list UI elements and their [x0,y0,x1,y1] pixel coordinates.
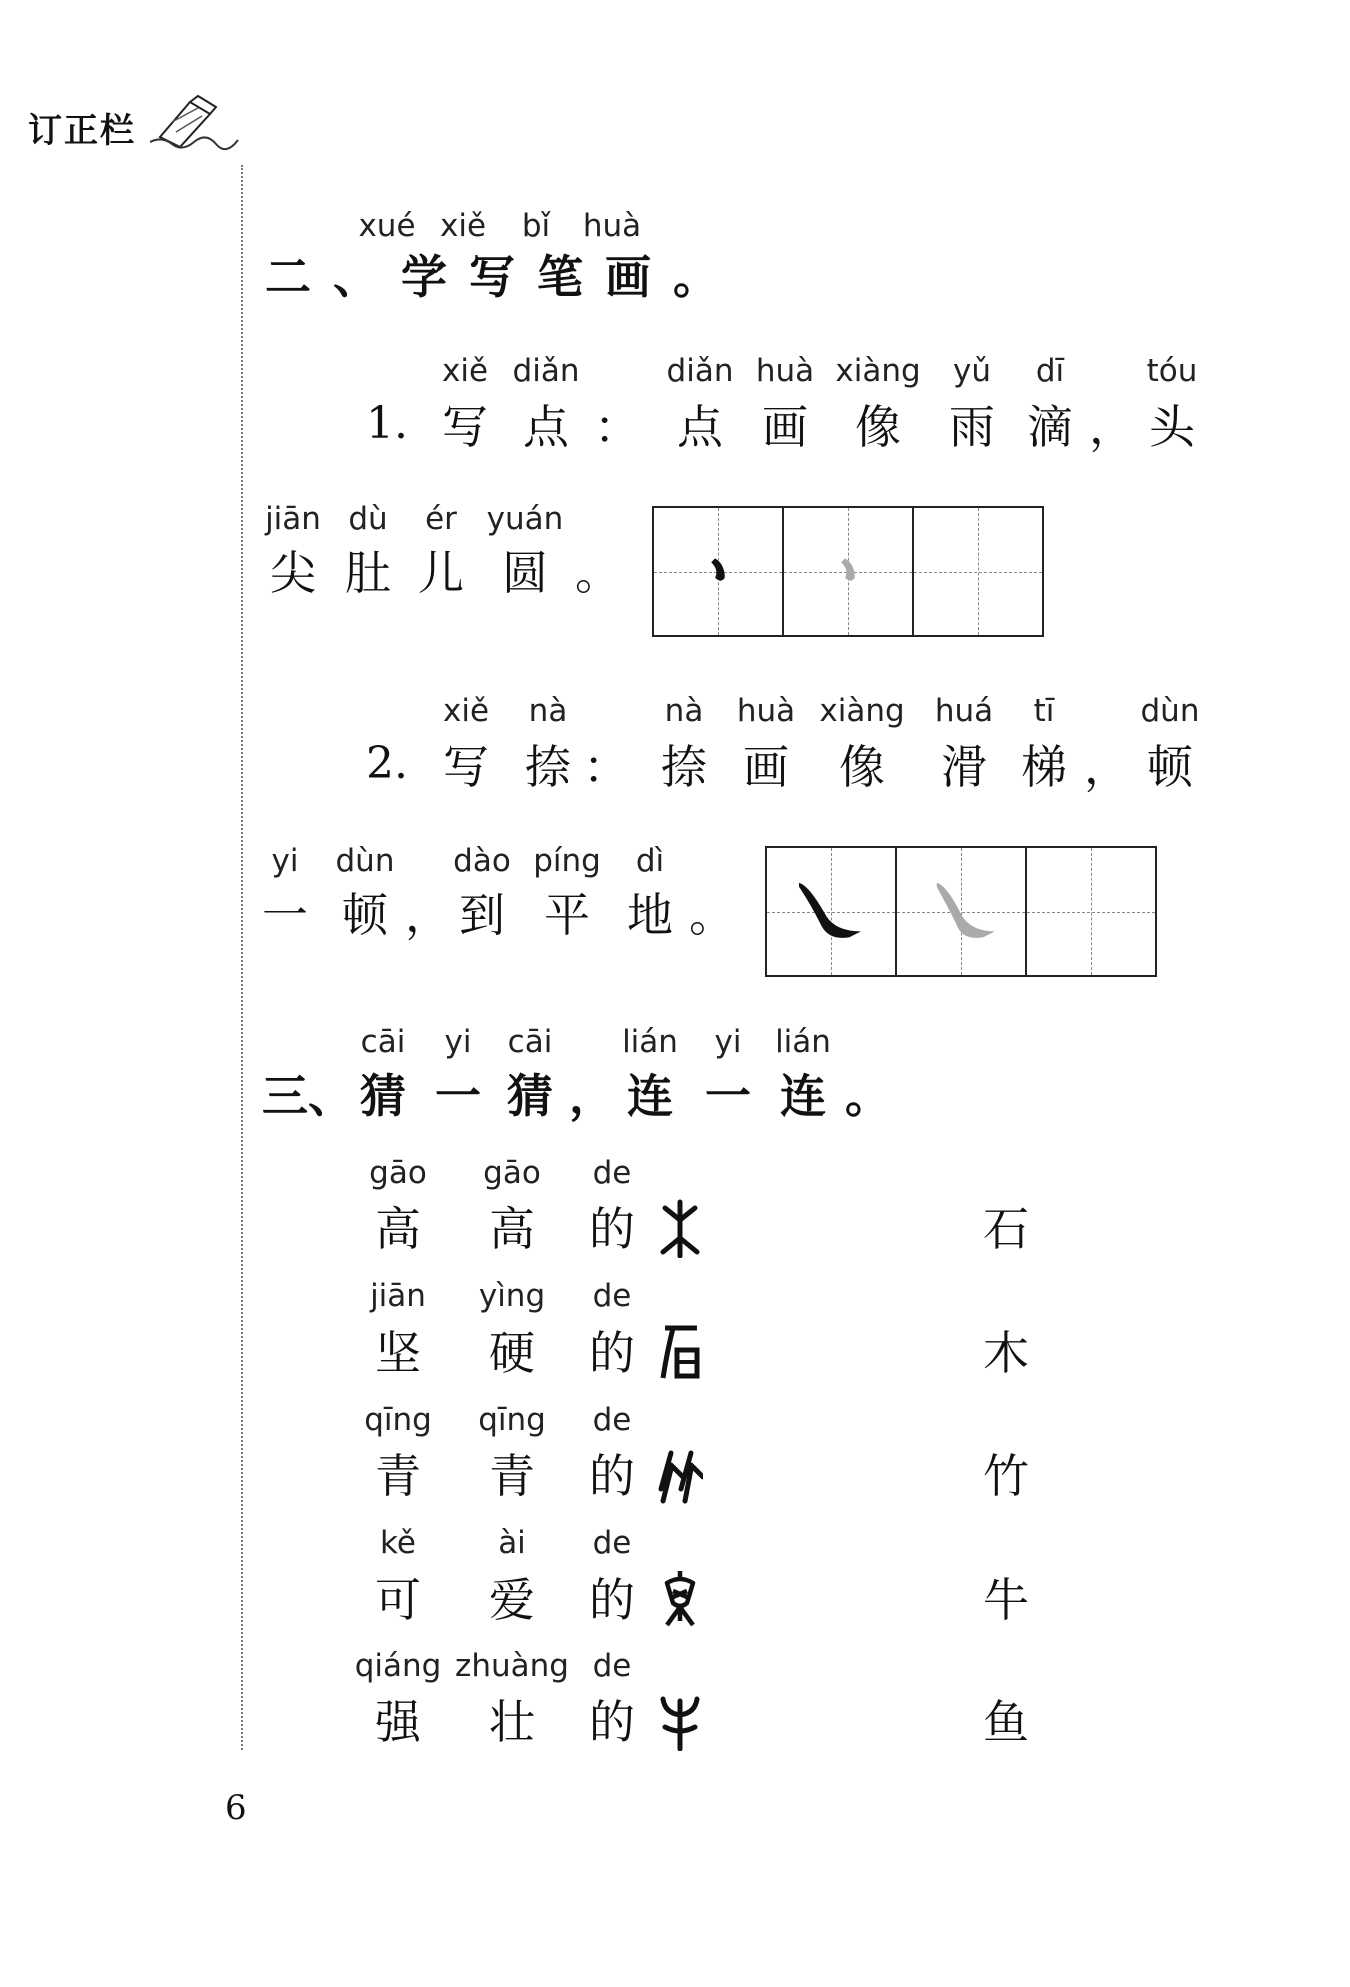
pinyin: nà [664,693,704,729]
hanzi: 青 [489,1449,535,1503]
dot-stroke-icon [654,508,782,635]
hanzi: 顿 [1147,740,1193,794]
hanzi: 可 [375,1573,421,1627]
ancient-bamboo-icon[interactable] [657,1445,703,1505]
hanzi: 。 [845,1069,891,1123]
hanzi: 的 [589,1573,635,1627]
hanzi: 儿 [418,546,464,600]
pinyin: huà [736,693,796,729]
section2-pinyin: huà [582,208,642,244]
hanzi: 像 [839,740,885,794]
hanzi: 圆 [502,546,548,600]
hanzi: 青 [375,1449,421,1503]
dot-stroke-trace-icon [784,508,912,635]
hanzi: 雨 [949,400,995,454]
grid-cell-example [767,848,897,975]
hanzi: 的 [589,1326,635,1380]
ancient-stone-icon[interactable] [657,1322,703,1382]
pinyin: dùn [335,843,395,879]
hanzi: 一 [262,888,308,942]
grid-cell-example [654,508,784,635]
hanzi: 。 [689,888,735,942]
pinyin: lián [775,1024,831,1060]
pinyin: gāo [369,1155,427,1191]
pinyin: kě [380,1525,416,1561]
section2-title: 二、学写笔画。 [265,250,741,304]
pinyin: de [592,1402,632,1438]
pencil-eraser-icon [150,92,240,152]
stroke-practice-grid-dot [652,506,1044,637]
hanzi: 画 [762,400,808,454]
hanzi: 的 [589,1202,635,1256]
pinyin: dùn [1140,693,1200,729]
ancient-fish-icon[interactable] [657,1569,703,1629]
pinyin: dù [348,501,388,537]
pinyin: yi [444,1024,472,1060]
hanzi: ， [405,888,451,942]
pinyin: ér [425,501,457,537]
hanzi: 写 [443,740,489,794]
hanzi: 尖 [270,546,316,600]
pinyin: yìng [478,1278,546,1314]
answer-character[interactable]: 木 [983,1326,1029,1380]
pinyin: nà [528,693,568,729]
hanzi: 一 [705,1069,751,1123]
hanzi: 连 [780,1069,826,1123]
hanzi: 顿 [342,888,388,942]
hanzi: 头 [1149,400,1195,454]
pinyin: lián [622,1024,678,1060]
pinyin: de [592,1648,632,1684]
ancient-ox-icon[interactable] [657,1691,703,1751]
pinyin: cāi [360,1024,406,1060]
pinyin: huà [755,353,815,389]
page-number: 6 [225,1788,247,1828]
hanzi: 画 [743,740,789,794]
hanzi: 。 [575,546,621,600]
answer-character[interactable]: 石 [983,1202,1029,1256]
pinyin: jiān [370,1278,426,1314]
grid-cell-trace[interactable] [897,848,1027,975]
hanzi: 平 [544,888,590,942]
stroke-practice-grid-na [765,846,1157,977]
hanzi: 地 [627,888,673,942]
answer-character[interactable]: 鱼 [983,1695,1029,1749]
ancient-tree-icon[interactable] [657,1198,703,1258]
hanzi: 壮 [489,1695,535,1749]
hanzi: 滑 [941,740,987,794]
pinyin: de [592,1278,632,1314]
hanzi: ： [583,740,629,794]
pinyin: dì [635,843,665,879]
answer-character[interactable]: 牛 [983,1573,1029,1627]
hanzi: 一 [435,1069,481,1123]
pinyin: xiàng [819,693,905,729]
hanzi: 猜 [507,1069,553,1123]
correction-column-title: 订正栏 [28,111,136,151]
section2-pinyin: xiě [439,208,487,244]
hanzi: 梯 [1021,740,1067,794]
hanzi: 高 [375,1202,421,1256]
pinyin: tī [1033,693,1055,729]
hanzi: 硬 [489,1326,535,1380]
hanzi: 捺 [661,740,707,794]
item2-number: 2. [366,738,408,789]
pinyin: xiě [442,693,490,729]
grid-cell-blank[interactable] [914,508,1042,635]
pinyin: jiān [265,501,321,537]
pinyin: gāo [483,1155,541,1191]
hanzi: ， [1084,740,1130,794]
na-stroke-icon [767,848,895,975]
answer-character[interactable]: 竹 [983,1449,1029,1503]
hanzi: 强 [375,1695,421,1749]
grid-cell-blank[interactable] [1027,848,1155,975]
hanzi: 点 [523,400,569,454]
hanzi: 连 [627,1069,673,1123]
pinyin: tóu [1146,353,1198,389]
pinyin: ài [498,1525,526,1561]
pinyin: zhuàng [455,1648,569,1684]
pinyin: yǔ [953,353,991,389]
hanzi: 爱 [489,1573,535,1627]
pinyin: píng [533,843,601,879]
hanzi: 肚 [345,546,391,600]
pinyin: dào [453,843,511,879]
hanzi: 写 [442,400,488,454]
pinyin: qīng [478,1402,546,1438]
hanzi: 滴 [1027,400,1073,454]
hanzi: 高 [489,1202,535,1256]
hanzi: 猜 [360,1069,406,1123]
hanzi: 三、 [262,1069,354,1123]
pinyin: huá [934,693,994,729]
hanzi: ， [1089,400,1135,454]
pinyin: de [592,1155,632,1191]
pinyin: xiě [441,353,489,389]
hanzi: 的 [589,1449,635,1503]
hanzi: 捺 [525,740,571,794]
hanzi: 坚 [375,1326,421,1380]
hanzi: 像 [855,400,901,454]
pinyin: dī [1035,353,1065,389]
grid-cell-trace[interactable] [784,508,914,635]
section2-pinyin: bǐ [521,208,551,244]
pinyin: diǎn [666,353,734,389]
pinyin: yuán [486,501,564,537]
pinyin: qiáng [354,1648,442,1684]
hanzi: ： [594,400,640,454]
hanzi: 点 [677,400,723,454]
margin-dotted-line [241,165,243,1750]
na-stroke-trace-icon [897,848,1025,975]
pinyin: qīng [364,1402,432,1438]
item1-number: 1. [366,398,408,449]
hanzi: 到 [459,888,505,942]
pinyin: cāi [507,1024,553,1060]
pinyin: yi [714,1024,742,1060]
pinyin: diǎn [512,353,580,389]
hanzi: 的 [589,1695,635,1749]
hanzi: ， [569,1069,615,1123]
pinyin: yi [271,843,299,879]
pinyin: xiàng [835,353,921,389]
pinyin: de [592,1525,632,1561]
section2-pinyin: xué [358,208,416,244]
